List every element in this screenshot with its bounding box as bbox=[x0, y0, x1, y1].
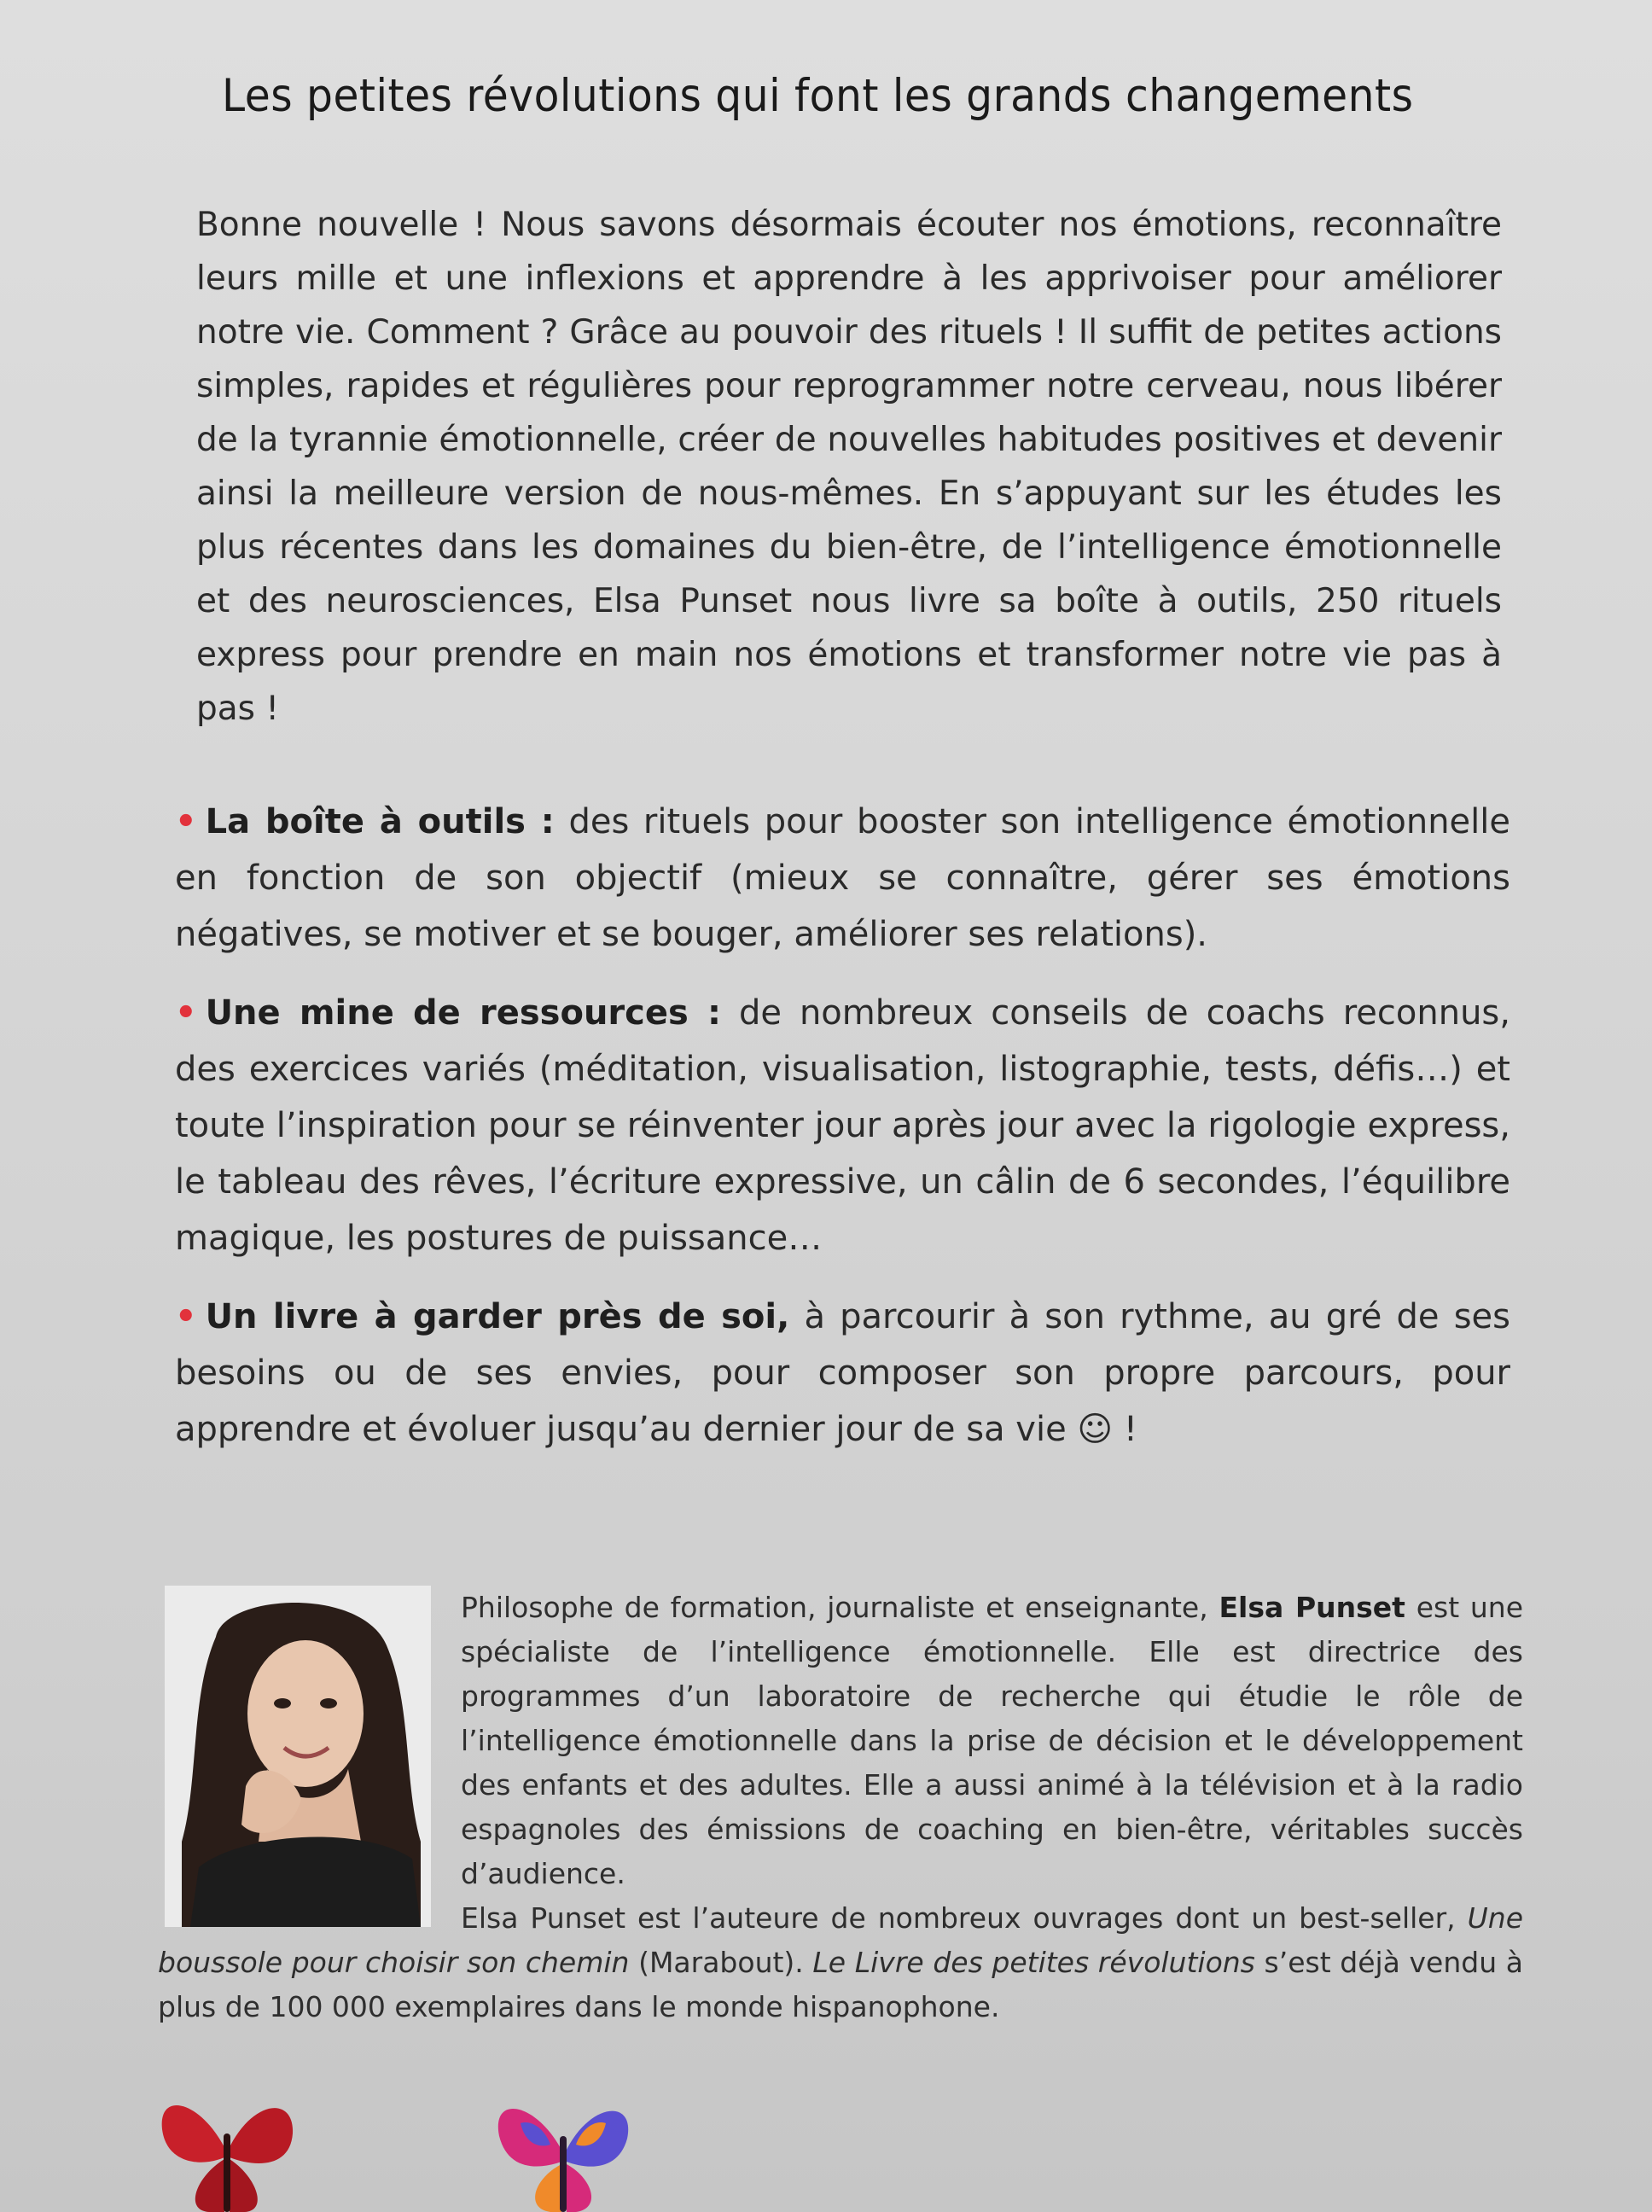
intro-paragraph: Bonne nouvelle ! Nous savons désormais écouter nos émotions, reconnaître leurs mille et une inflexions et apprendre à les apprivoiser pour améliorer notre vie. Comment ? Grâce au pouvoir des rituels ! Il suffit de petites actions simples, rapides et régulières pour reprogrammer notre cerveau, nous libérer de la tyrannie émotionnelle, créer de nouvelles habitudes positives et devenir ainsi la meilleure version de nous-mêmes. En s’appuyant sur les études les plus récentes dans les domaines du bien-être, de l’intelligence émotionnelle et des neurosciences, Elsa Punset nous livre sa boîte à outils, 250 rituels express pour prendre en main nos émotions et transformer notre vie pas à pas ! bbox=[196, 206, 1502, 728]
author-bio bbox=[461, 1586, 1523, 1896]
bio-text: (Marabout). bbox=[629, 1946, 813, 1979]
bullet-lead: Une mine de ressources : bbox=[205, 993, 721, 1033]
colorful-butterfly-icon bbox=[486, 2089, 640, 2212]
bullet-lead: Un livre à garder près de soi, bbox=[205, 1297, 790, 1336]
bullet-lead: La boîte à outils : bbox=[205, 802, 555, 841]
book-title: Le Livre des petites révolutions bbox=[812, 1946, 1255, 1979]
bullet-text: à parcourir à son rythme, au gré de ses besoins ou de ses envies, pour composer son propre parcours, pour apprendre et évoluer jusqu’au dernier jour de sa vie ☺ ! bbox=[175, 1297, 1511, 1449]
red-dot-icon: • bbox=[175, 993, 197, 1033]
bio-text: s’est déjà vendu à plus de 100 000 exemplaires dans le monde hispanophone. bbox=[158, 1946, 1523, 2023]
red-dot-icon: • bbox=[175, 802, 197, 841]
bio-text: Elsa Punset est l’auteure de nombreux ouvrages dont un best-seller, bbox=[461, 1901, 1468, 1935]
bio-text: est une spécialiste de l’intelligence émotionnelle. Elle est directrice des programmes d’un laboratoire de recherche qui étudie le rôle de l’intelligence émotionnelle dans la prise de décision et le développement des enfants et des adultes. Elle a aussi animé à la télévision et à la radio espagnoles des émissions de coaching en bien-être, véritables succès d’audience. bbox=[461, 1591, 1523, 1890]
red-butterfly-icon bbox=[149, 2082, 303, 2212]
bullet-list bbox=[175, 794, 1510, 1480]
bio-text: Philosophe de formation, journaliste et enseignante, bbox=[461, 1591, 1219, 1624]
bullet-text: des rituels pour booster son intelligence émotionnelle en fonction de son objectif (mieux se connaître, gérer ses émotions négatives, se motiver et se bouger, améliorer ses relations). bbox=[175, 802, 1510, 954]
red-dot-icon: • bbox=[175, 1297, 197, 1336]
page-title: Les petites révolutions qui font les grands changements bbox=[222, 70, 1414, 122]
author-portrait-icon bbox=[165, 1586, 431, 1927]
bullet-item-resources bbox=[175, 985, 1510, 1266]
author-name: Elsa Punset bbox=[1219, 1591, 1405, 1624]
bullet-item-toolbox bbox=[175, 794, 1510, 963]
author-books bbox=[158, 1896, 1523, 2029]
bullet-item-book bbox=[175, 1289, 1510, 1458]
bullet-text: de nombreux conseils de coachs reconnus, des exercices variés (méditation, visualisation, listographie, tests, défis…) et toute l’inspiration pour se réinventer jour après jour avec la rigologie express, le tableau des rêves, l’écriture expressive, un câlin de 6 secondes, l’équilibre magique, les postures de puissance… bbox=[175, 993, 1510, 1258]
author-photo bbox=[165, 1586, 431, 1927]
book-title: Une boussole pour choisir son chemin bbox=[158, 1901, 1523, 1979]
